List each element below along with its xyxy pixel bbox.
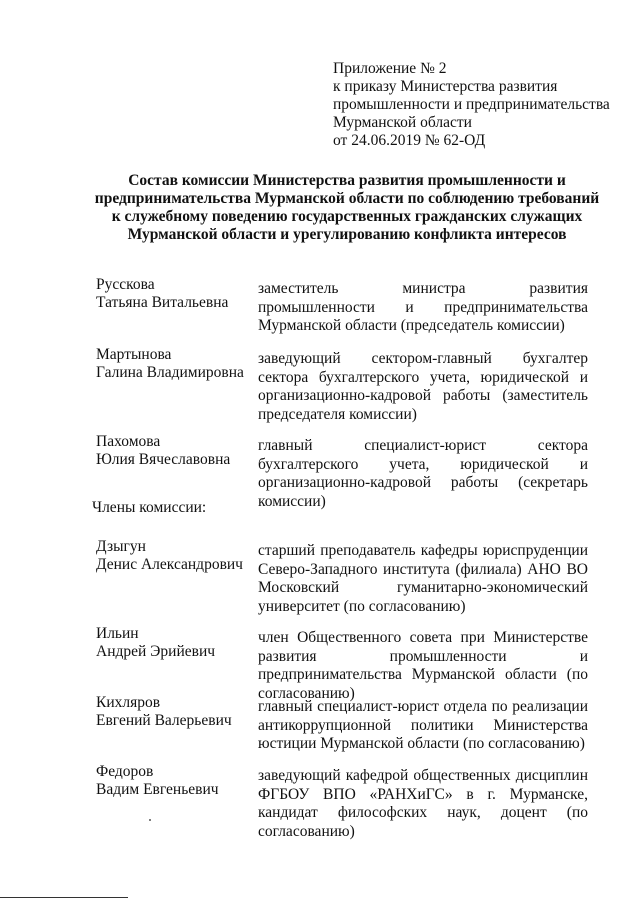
member-chair bbox=[96, 276, 596, 356]
member-given-name: Андрей Эрийевич bbox=[96, 643, 216, 660]
annex-date-line: от 24.06.2019 № 62-ОД bbox=[333, 132, 486, 149]
member-surname: Федоров bbox=[96, 763, 154, 780]
member-entry bbox=[96, 694, 596, 774]
member-role: старший преподаватель кафедры юриспруденции Северо-Западного института (филиала) АНО ВО Московский гуманитарно-экономический университет (по согласованию) bbox=[258, 542, 588, 615]
member-role: заведующий кафедрой общественных дисциплин ФГБОУ ВПО «РАНХиГС» в г. Мурманске, кандидат философских наук, доцент (по согласованию) bbox=[258, 767, 588, 840]
member-name bbox=[96, 433, 230, 469]
member-surname: Ильин bbox=[96, 625, 139, 642]
member-entry bbox=[96, 763, 596, 843]
member-entry bbox=[96, 538, 596, 618]
member-name bbox=[96, 346, 244, 382]
member-name bbox=[96, 625, 215, 661]
member-given-name: Юлия Вячеславовна bbox=[96, 451, 231, 468]
members-heading: Члены комиссии: bbox=[92, 499, 207, 516]
document-title bbox=[92, 172, 602, 244]
member-role: член Общественного совета при Министерстве развития промышленности и предпринимательства Мурманской области (по согласованию) bbox=[258, 629, 588, 702]
member-name bbox=[96, 694, 232, 730]
annex-number: Приложение № 2 bbox=[333, 60, 447, 77]
member-surname: Пахомова bbox=[96, 433, 161, 450]
footnote-divider bbox=[0, 897, 128, 898]
member-given-name: Галина Владимировна bbox=[96, 364, 244, 381]
member-surname: Кихляров bbox=[96, 694, 161, 711]
annex-region-line: Мурманской области bbox=[333, 114, 472, 131]
member-name bbox=[96, 538, 243, 574]
member-surname: Мартынова bbox=[96, 346, 172, 363]
member-role: заведующий сектором-главный бухгалтер сектора бухгалтерского учета, юридической и организационно-кадровой работы (заместитель председателя комиссии) bbox=[258, 350, 588, 423]
annex-block bbox=[333, 60, 613, 150]
member-given-name: Евгений Валерьевич bbox=[96, 712, 232, 729]
member-entry bbox=[96, 625, 596, 705]
annex-order-line: к приказу Министерства развития bbox=[333, 78, 558, 95]
member-surname: Дзыгун bbox=[96, 538, 146, 555]
member-role: главный специалист-юрист отдела по реализации антикоррупционной политики Министерства юстиции Мурманской области (по согласованию) bbox=[258, 698, 588, 752]
member-deputy-chair bbox=[96, 346, 596, 426]
member-given-name: Вадим Евгеньевич bbox=[96, 781, 219, 798]
member-name bbox=[96, 763, 219, 799]
scan-speck bbox=[149, 819, 151, 821]
member-surname: Русскова bbox=[96, 276, 155, 293]
title-line: Мурманской области и урегулированию конфликта интересов bbox=[127, 226, 567, 243]
title-line: к служебному поведению государственных гражданских служащих bbox=[111, 208, 583, 225]
annex-ministry-line: промышленности и предпринимательства bbox=[333, 96, 610, 113]
title-line: Состав комиссии Министерства развития промышленности и bbox=[128, 172, 566, 189]
member-given-name: Денис Александрович bbox=[96, 556, 243, 573]
member-name bbox=[96, 276, 228, 312]
member-role: главный специалист-юрист сектора бухгалтерского учета, юридической и организационно-кадровой работы (секретарь комиссии) bbox=[258, 437, 588, 510]
member-role: заместитель министра развития промышленности и предпринимательства Мурманской области (председатель комиссии) bbox=[258, 280, 588, 334]
title-line: предпринимательства Мурманской области по соблюдению требований bbox=[94, 190, 600, 207]
member-given-name: Татьяна Витальевна bbox=[96, 294, 229, 311]
